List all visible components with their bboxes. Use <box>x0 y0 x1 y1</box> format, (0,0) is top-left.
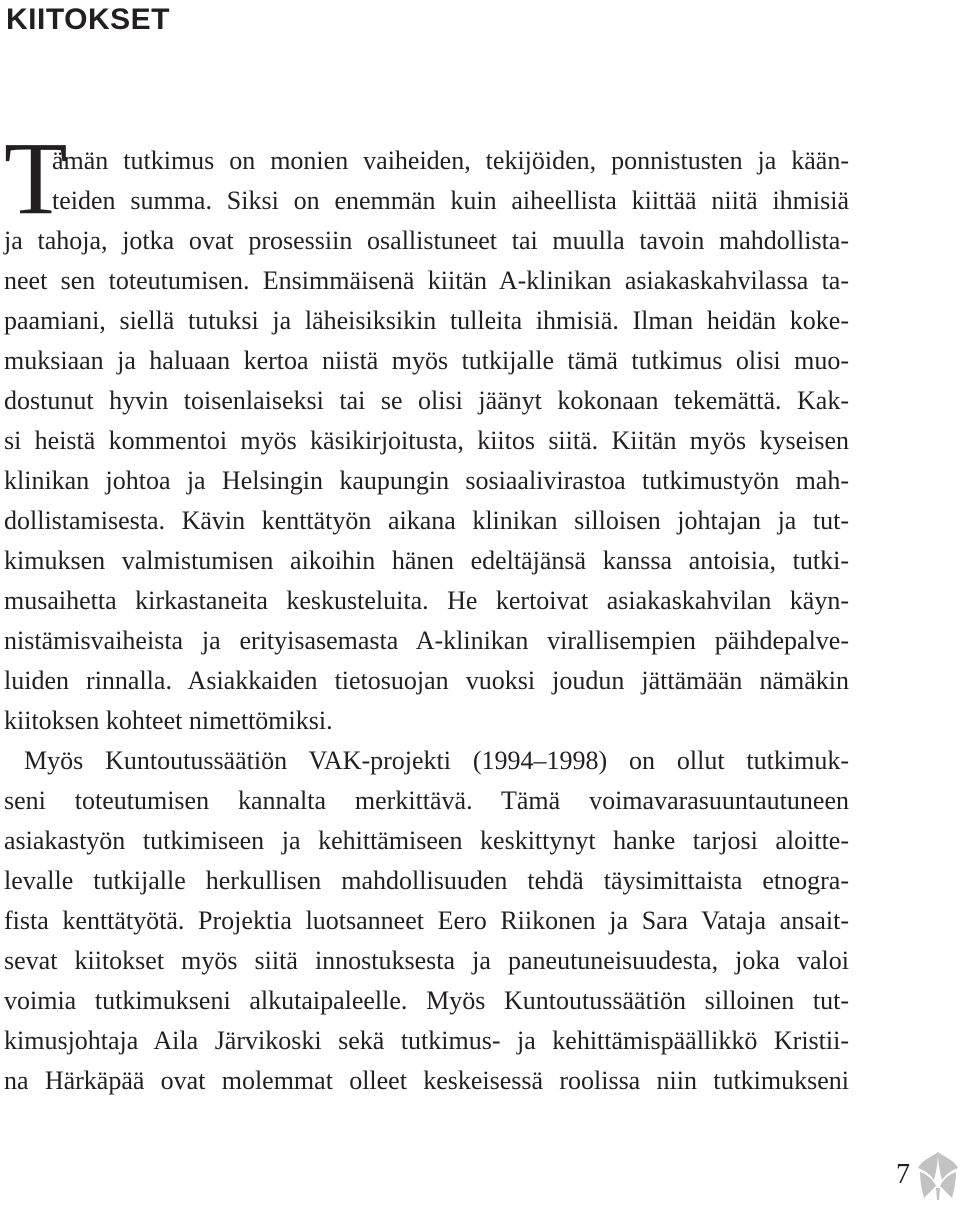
text-line: klinikan johtoa ja Helsingin kaupungin sosiaalivirastoa tutkimustyön mah- <box>4 466 849 495</box>
text-line: dollistamisesta. Kävin kenttätyön aikana klinikan silloisen johtajan ja tut- <box>4 506 849 535</box>
text-line: nistämisvaiheista ja erityisasemasta A-klinikan virallisempien päihdepalve- <box>4 626 849 655</box>
text-line: kiitoksen kohteet nimettömiksi. <box>4 706 333 735</box>
text-line: seni toteutumisen kannalta merkittävä. Tämä voimavarasuuntautuneen <box>4 786 849 815</box>
text-line: voimia tutkimukseni alkutaipaleelle. Myös Kuntoutussäätiön silloinen tut- <box>4 986 849 1015</box>
text-line: muksiaan ja haluaan kertoa niistä myös tutkijalle tämä tutkimus olisi muo- <box>4 346 849 375</box>
text-line: sevat kiitokset myös siitä innostuksesta ja paneutuneisuudesta, joka valoi <box>4 946 849 975</box>
publisher-logo-icon <box>916 1150 960 1200</box>
text-line: luiden rinnalla. Asiakkaiden tietosuojan vuoksi joudun jättämään nämäkin <box>4 666 849 695</box>
text-line: neet sen toteutumisen. Ensimmäisenä kiitän A-klinikan asiakaskahvilassa ta- <box>4 266 849 295</box>
page-number: 7 <box>896 1159 910 1190</box>
text-line: ämän tutkimus on monien vaiheiden, tekijöiden, ponnistusten ja kään- <box>52 146 849 175</box>
text-line: na Härkäpää ovat molemmat olleet keskeisessä roolissa niin tutkimukseni <box>4 1066 849 1095</box>
text-line: levalle tutkijalle herkullisen mahdollisuuden tehdä täysimittaista etnogra- <box>4 866 849 895</box>
text-line: ja tahoja, jotka ovat prosessiin osallistuneet tai muulla tavoin mahdollista- <box>4 226 849 255</box>
text-line: paamiani, siellä tutuksi ja läheisiksikin tulleita ihmisiä. Ilman heidän koke- <box>4 306 849 335</box>
text-line: dostunut hyvin toisenlaiseksi tai se olisi jäänyt kokonaan tekemättä. Kak- <box>4 386 849 415</box>
text-line: fista kenttätyötä. Projektia luotsanneet Eero Riikonen ja Sara Vataja ansait- <box>4 906 849 935</box>
text-line: kimusjohtaja Aila Järvikoski sekä tutkimus- ja kehittämispäällikkö Kristii- <box>4 1026 849 1055</box>
text-line: si heistä kommentoi myös käsikirjoitusta, kiitos siitä. Kiitän myös kyseisen <box>4 426 849 455</box>
text-line: kimuksen valmistumisen aikoihin hänen edeltäjänsä kanssa antoisia, tutki- <box>4 546 849 575</box>
text-line: musaihetta kirkastaneita keskusteluita. He kertoivat asiakaskahvilan käyn- <box>4 586 849 615</box>
text-line: asiakastyön tutkimiseen ja kehittämiseen keskittynyt hanke tarjosi aloitte- <box>4 826 849 855</box>
page-heading: KIITOKSET <box>6 3 170 36</box>
text-line: Myös Kuntoutussäätiön VAK-projekti (1994–1998) on ollut tutkimuk- <box>24 746 849 775</box>
drop-cap-initial: T <box>4 121 68 236</box>
text-line: teiden summa. Siksi on enemmän kuin aiheellista kiittää niitä ihmisiä <box>52 186 849 215</box>
